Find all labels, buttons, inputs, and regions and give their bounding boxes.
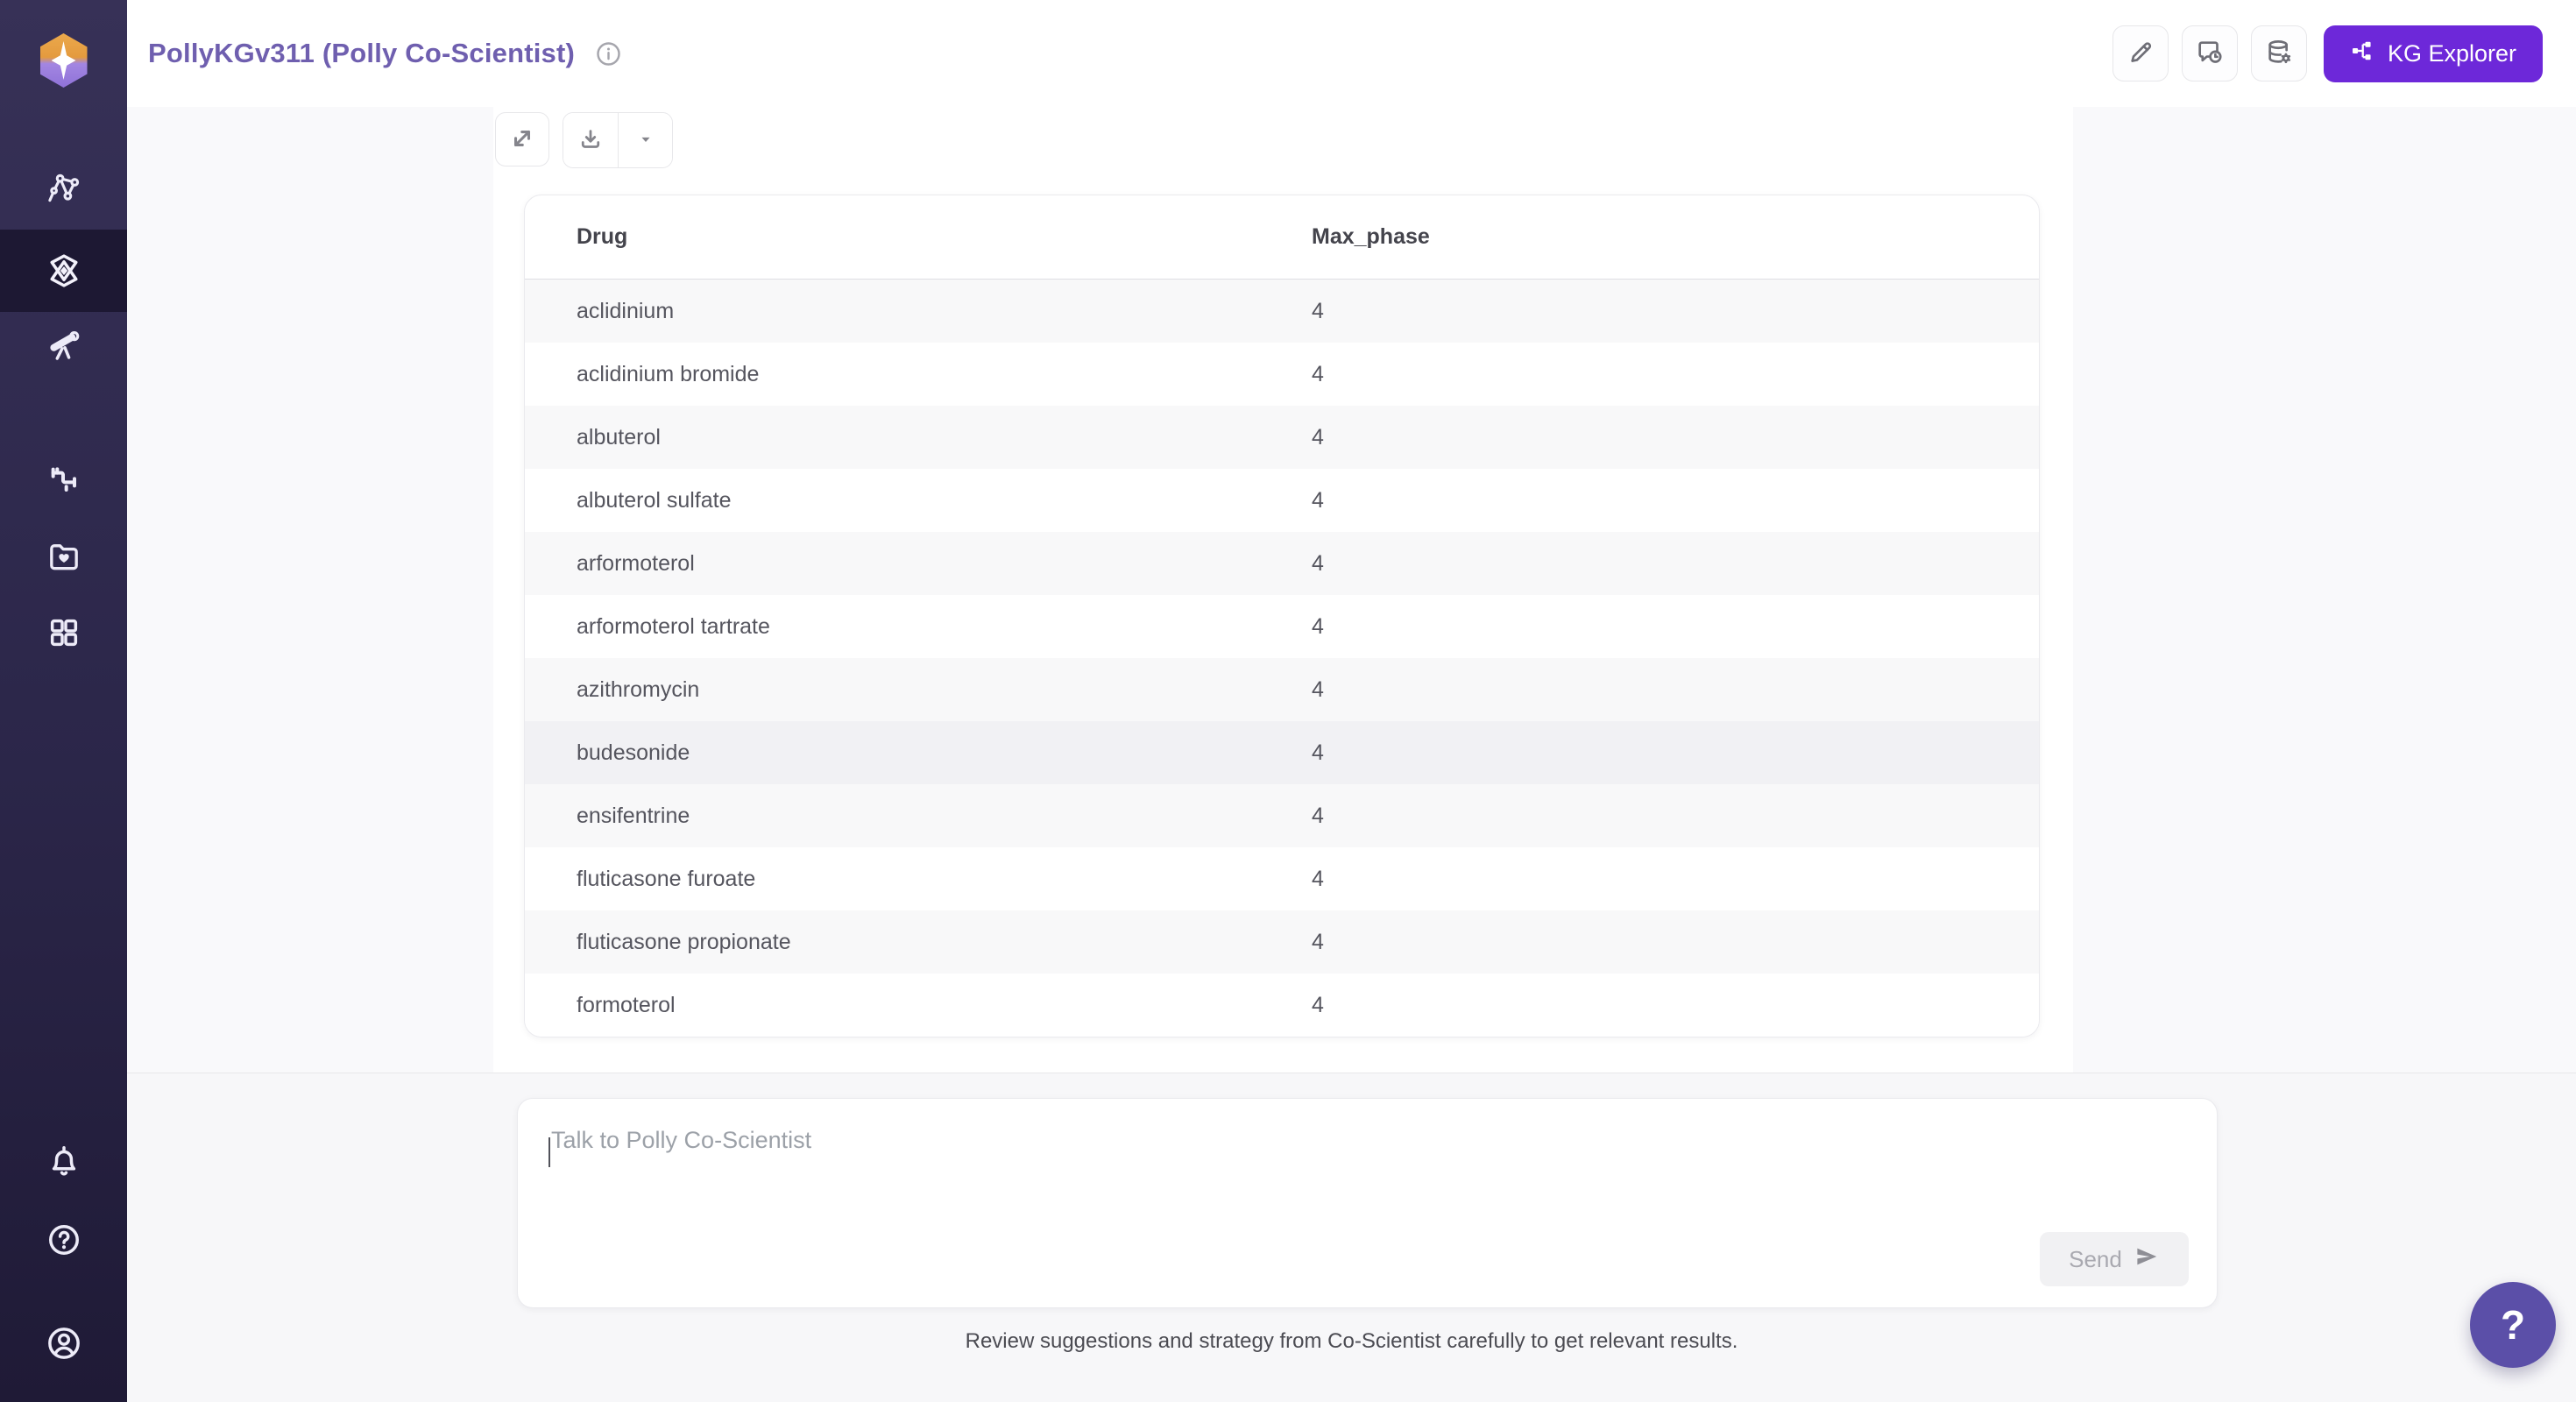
polly-hexagon-logo — [40, 33, 88, 88]
drug-cell: aclidinium — [577, 298, 675, 323]
sidebar-item-co-scientist[interactable] — [0, 230, 127, 312]
account-avatar-icon — [45, 1324, 83, 1363]
drug-cell: arformoterol tartrate — [577, 613, 770, 639]
max-phase-cell: 4 — [1312, 424, 1324, 450]
expand-icon — [508, 124, 536, 155]
table-row[interactable] — [525, 406, 2039, 469]
max-phase-cell: 4 — [1312, 613, 1324, 639]
drug-cell: formoterol — [577, 992, 676, 1017]
max-phase-cell: 4 — [1312, 929, 1324, 954]
kg-explorer-graph-icon — [2350, 39, 2374, 69]
expand-button[interactable] — [495, 112, 549, 166]
table-row[interactable] — [525, 469, 2039, 532]
sidebar-item-saved[interactable] — [0, 516, 127, 597]
result-toolbar — [495, 112, 673, 166]
sidebar-item-pipelines[interactable] — [0, 439, 127, 520]
sidebar — [0, 0, 127, 1402]
chat-result-area — [493, 107, 2073, 1073]
info-icon[interactable] — [594, 39, 622, 67]
kg-explorer-button[interactable] — [2324, 25, 2543, 82]
table-row[interactable] — [525, 847, 2039, 910]
results-table-card — [524, 195, 2040, 1037]
max-phase-cell: 4 — [1312, 676, 1324, 702]
help-fab[interactable] — [2470, 1282, 2556, 1368]
table-header-row — [525, 195, 2039, 280]
text-cursor — [548, 1137, 550, 1167]
table-row[interactable] — [525, 658, 2039, 721]
drug-cell: fluticasone propionate — [577, 929, 791, 954]
download-icon — [577, 126, 604, 155]
drug-cell: albuterol — [577, 424, 661, 450]
drug-cell: budesonide — [577, 740, 690, 765]
sidebar-item-account[interactable] — [0, 1303, 127, 1384]
drug-cell: aclidinium bromide — [577, 361, 760, 386]
page-title: PollyKGv311 (Polly Co-Scientist) — [148, 38, 576, 68]
header-actions — [2112, 25, 2576, 82]
polly-star-icon — [52, 41, 76, 80]
data-settings-button[interactable] — [2251, 25, 2307, 81]
telescope-icon — [46, 328, 82, 365]
kg-explorer-label: KG Explorer — [2387, 39, 2516, 67]
send-icon — [2134, 1243, 2160, 1276]
table-body — [525, 280, 2039, 1037]
sidebar-item-help[interactable] — [0, 1200, 127, 1280]
table-row[interactable] — [525, 910, 2039, 974]
table-row[interactable] — [525, 343, 2039, 406]
disclaimer-text: Review suggestions and strategy from Co-Scientist carefully to get relevant results. — [965, 1329, 1738, 1353]
download-options-button[interactable] — [618, 113, 672, 167]
caret-down-icon — [634, 128, 657, 153]
drug-cell: fluticasone furoate — [577, 866, 756, 891]
max-phase-cell: 4 — [1312, 298, 1324, 323]
drug-cell: azithromycin — [577, 676, 700, 702]
folder-heart-icon — [46, 539, 81, 574]
column-header-max-phase: Max_phase — [1312, 224, 1430, 249]
max-phase-cell: 4 — [1312, 487, 1324, 513]
composer-section — [127, 1073, 2576, 1402]
drug-cell: albuterol sulfate — [577, 487, 732, 513]
drug-cell: ensifentrine — [577, 803, 690, 828]
sidebar-item-notifications[interactable] — [0, 1121, 127, 1201]
max-phase-cell: 4 — [1312, 550, 1324, 576]
drug-cell: arformoterol — [577, 550, 695, 576]
sidebar-item-apps[interactable] — [0, 592, 127, 673]
sidebar-item-knowledge-graph[interactable] — [0, 148, 127, 229]
knowledge-graph-icon — [46, 170, 82, 207]
sidebar-item-explore[interactable] — [0, 306, 127, 386]
help-circle-icon — [46, 1221, 82, 1258]
column-header-drug: Drug — [577, 224, 628, 249]
max-phase-cell: 4 — [1312, 992, 1324, 1017]
composer-card — [517, 1098, 2218, 1308]
top-header — [127, 0, 2576, 108]
download-split-button — [563, 112, 673, 168]
edit-pencil-icon — [2127, 39, 2155, 69]
polly-logo[interactable] — [0, 33, 127, 88]
pipeline-icon — [46, 462, 81, 497]
chat-input[interactable] — [549, 1125, 2069, 1260]
notifications-bell-icon — [46, 1143, 82, 1179]
table-row[interactable] — [525, 532, 2039, 595]
edit-button[interactable] — [2112, 25, 2169, 81]
apps-grid-icon — [46, 615, 81, 650]
co-scientist-gem-icon — [45, 251, 83, 290]
max-phase-cell: 4 — [1312, 803, 1324, 828]
max-phase-cell: 4 — [1312, 361, 1324, 386]
history-button[interactable] — [2182, 25, 2238, 81]
table-row[interactable] — [525, 974, 2039, 1037]
table-row[interactable] — [525, 595, 2039, 658]
max-phase-cell: 4 — [1312, 740, 1324, 765]
max-phase-cell: 4 — [1312, 866, 1324, 891]
chat-history-icon — [2195, 38, 2225, 70]
table-row[interactable] — [525, 280, 2039, 343]
download-button[interactable] — [563, 113, 618, 167]
database-settings-icon — [2264, 38, 2294, 70]
question-mark-label: ? — [2500, 1302, 2526, 1348]
send-button-label: Send — [2069, 1245, 2122, 1272]
send-button[interactable] — [2040, 1232, 2189, 1286]
table-row[interactable] — [525, 721, 2039, 784]
table-row[interactable] — [525, 784, 2039, 847]
